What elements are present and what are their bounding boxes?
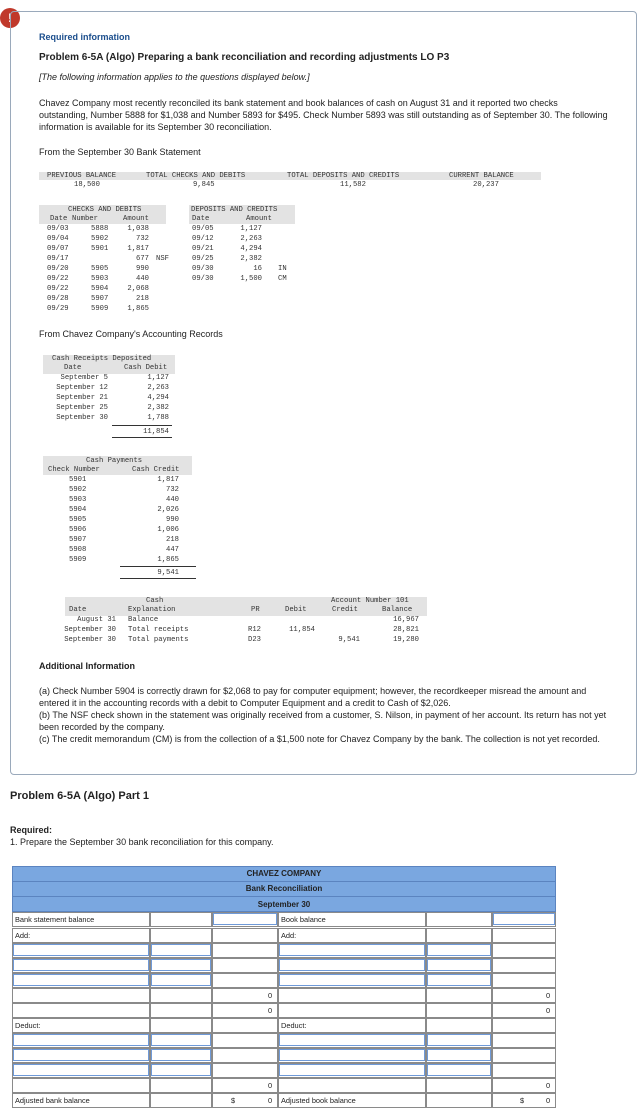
check-row-number: 5903 xyxy=(91,275,109,283)
intro-paragraph: Chavez Company most recently reconciled its bank statement and book balances of cash on August 31 and it reported two checks outstanding, Number 5888 for $1,038 and Number 5893 for $495. Check Number 5893 was still outstanding as of September 30. The following information is available for its September 30 reconciliation. xyxy=(39,98,608,132)
book-subtotal-value: 0 xyxy=(546,1081,551,1090)
bank-item-amount-input[interactable] xyxy=(151,974,211,986)
additional-info-heading: Additional Information xyxy=(39,661,135,671)
payment-row-amount: 440 xyxy=(166,496,179,504)
deposits-col-date: Date xyxy=(192,215,210,223)
check-row-amount: 2,068 xyxy=(127,285,149,293)
left-amount-cell xyxy=(150,1003,212,1018)
book-add-label: Add: xyxy=(281,931,297,940)
ledger-row-explanation: Total receipts xyxy=(128,626,189,634)
required-information-label: Required information xyxy=(39,32,131,42)
header-divider-1 xyxy=(12,881,556,882)
right-label-cell xyxy=(278,1003,426,1018)
check-row-date: 09/03 xyxy=(47,225,69,233)
ledger-row-explanation: Total payments xyxy=(128,636,189,644)
check-row-date: 09/04 xyxy=(47,235,69,243)
receipt-row-date: September 5 xyxy=(60,374,108,382)
deposit-row-amount: 2,263 xyxy=(240,235,262,243)
payment-row-number: 5907 xyxy=(69,536,87,544)
right-total-cell xyxy=(492,1063,556,1078)
bank-item-amount-input[interactable] xyxy=(151,959,211,971)
bank-deduct-label: Deduct: xyxy=(15,1021,41,1030)
problem-title: Problem 6-5A (Algo) Preparing a bank reconciliation and recording adjustments LO P3 xyxy=(39,52,450,63)
left-label-cell xyxy=(12,1078,150,1093)
checks-col-date: Date xyxy=(50,215,68,223)
info-note: [The following information applies to the questions displayed below.] xyxy=(39,72,310,82)
ledger-row-balance: 28,821 xyxy=(393,626,419,634)
bank-subtotal-value: 0 xyxy=(268,1006,273,1015)
check-row-note: NSF xyxy=(156,255,169,263)
receipt-row-date: September 12 xyxy=(56,384,108,392)
receipts-total: 11,854 xyxy=(143,428,169,436)
ledger-row-date: September 30 xyxy=(64,636,116,644)
additional-info-b: (b) The NSF check shown in the statement was originally received from a customer, S. Nilson, in payment of her account. Its return has not yet been recorded by the company. xyxy=(39,710,607,732)
left-label-cell xyxy=(12,1003,150,1018)
payments-title: Cash Payments xyxy=(86,457,143,465)
payment-row-number: 5904 xyxy=(69,506,87,514)
receipt-row-amount: 2,382 xyxy=(147,404,169,412)
left-total-cell xyxy=(212,958,278,973)
left-total-cell xyxy=(212,928,278,943)
book-item-amount-input[interactable] xyxy=(427,1049,491,1061)
deposit-row-amount: 2,382 xyxy=(240,255,262,263)
deposit-row-amount: 1,500 xyxy=(240,275,262,283)
book-item-description-input[interactable] xyxy=(279,944,425,956)
right-amount-cell xyxy=(426,1093,492,1108)
adjusted-bank-dollar: $ xyxy=(231,1096,236,1105)
book-item-description-input[interactable] xyxy=(279,959,425,971)
check-row-date: 09/22 xyxy=(47,285,69,293)
deposit-row-date: 09/05 xyxy=(192,225,214,233)
ledger-title: Cash xyxy=(146,597,164,605)
payment-row-number: 5902 xyxy=(69,486,87,494)
ledger-row-balance: 16,967 xyxy=(393,616,419,624)
right-amount-cell xyxy=(426,1003,492,1018)
right-total-cell xyxy=(492,1018,556,1033)
check-row-date: 09/22 xyxy=(47,275,69,283)
payments-total-rule-bottom xyxy=(120,578,196,579)
right-amount-cell xyxy=(426,1078,492,1093)
part-title: Problem 6-5A (Algo) Part 1 xyxy=(10,790,149,802)
left-total-cell xyxy=(212,1018,278,1033)
right-amount-cell xyxy=(426,1018,492,1033)
receipts-total-rule-bottom xyxy=(112,437,172,438)
summary-total-checks: 9,845 xyxy=(193,181,215,189)
left-amount-cell xyxy=(150,988,212,1003)
required-text: 1. Prepare the September 30 bank reconciliation for this company. xyxy=(10,837,274,847)
ledger-col-balance: Balance xyxy=(382,606,413,614)
deposit-row-note: CM xyxy=(278,275,287,283)
checks-debits-title: CHECKS AND DEBITS xyxy=(68,206,142,214)
check-row-date: 09/28 xyxy=(47,295,69,303)
ledger-row-credit: 9,541 xyxy=(338,636,360,644)
cash-payments-table xyxy=(44,456,204,581)
deposit-row-amount: 16 xyxy=(253,265,262,273)
right-total-cell xyxy=(492,1033,556,1048)
adjusted-book-balance-label: Adjusted book balance xyxy=(281,1096,356,1105)
bank-statement-balance-input[interactable] xyxy=(213,913,277,925)
right-total-cell xyxy=(492,1048,556,1063)
bank-item-description-input[interactable] xyxy=(13,1034,149,1046)
ledger-row-explanation: Balance xyxy=(128,616,159,624)
left-amount-cell xyxy=(150,1078,212,1093)
ledger-col-explanation: Explanation xyxy=(128,606,176,614)
additional-info-a: (a) Check Number 5904 is correctly drawn for $2,068 to pay for computer equipment; however, the recordkeeper misread the amount and entered it in the accounting records with a debit to Computer Equipment and a credit to Cash of $2,026. xyxy=(39,686,587,708)
adjusted-bank-balance-label: Adjusted bank balance xyxy=(15,1096,90,1105)
bank-item-amount-input[interactable] xyxy=(151,1049,211,1061)
payment-row-number: 5905 xyxy=(69,516,87,524)
check-row-number: 5902 xyxy=(91,235,109,243)
left-total-cell xyxy=(212,1033,278,1048)
payment-row-number: 5909 xyxy=(69,556,87,564)
receipt-row-date: September 21 xyxy=(56,394,108,402)
payment-row-number: 5906 xyxy=(69,526,87,534)
bank-item-amount-input[interactable] xyxy=(151,944,211,956)
checks-col-amount: Amount xyxy=(123,215,149,223)
bank-add-label: Add: xyxy=(15,931,31,940)
book-balance-input[interactable] xyxy=(493,913,555,925)
left-total-cell xyxy=(212,1063,278,1078)
company-name: CHAVEZ COMPANY xyxy=(246,869,322,878)
check-row-number: 5888 xyxy=(91,225,109,233)
reconciliation-title: Bank Reconciliation xyxy=(245,884,323,893)
book-item-description-input[interactable] xyxy=(279,974,425,986)
left-amount-cell xyxy=(150,912,212,927)
summary-header-previous: PREVIOUS BALANCE xyxy=(47,172,117,180)
right-total-cell xyxy=(492,928,556,943)
bank-item-description-input[interactable] xyxy=(13,1064,149,1076)
check-row-amount: 1,038 xyxy=(127,225,149,233)
check-row-amount: 732 xyxy=(136,235,149,243)
check-row-number: 5905 xyxy=(91,265,109,273)
payment-row-number: 5903 xyxy=(69,496,87,504)
deposit-row-date: 09/30 xyxy=(192,275,214,283)
left-total-cell xyxy=(212,943,278,958)
bank-item-description-input[interactable] xyxy=(13,959,149,971)
bank-item-description-input[interactable] xyxy=(13,1049,149,1061)
check-row-date: 09/29 xyxy=(47,305,69,313)
deposits-col-amount: Amount xyxy=(246,215,272,223)
payments-total: 9,541 xyxy=(157,569,179,577)
checks-col-number: Number xyxy=(72,215,98,223)
book-item-amount-input[interactable] xyxy=(427,1034,491,1046)
receipts-col-debit: Cash Debit xyxy=(124,364,168,372)
cash-ledger xyxy=(66,597,431,647)
receipt-row-amount: 1,127 xyxy=(147,374,169,382)
payments-col-credit: Cash Credit xyxy=(132,466,180,474)
ledger-col-pr: PR xyxy=(251,606,260,614)
adjusted-book-dollar: $ xyxy=(520,1096,525,1105)
book-item-amount-input[interactable] xyxy=(427,944,491,956)
receipts-total-rule xyxy=(112,425,172,426)
check-row-amount: 218 xyxy=(136,295,149,303)
left-amount-cell xyxy=(150,928,212,943)
required-label: Required: xyxy=(10,825,53,835)
bank-item-amount-input[interactable] xyxy=(151,1034,211,1046)
book-item-description-input[interactable] xyxy=(279,1064,425,1076)
left-label-cell xyxy=(12,928,150,943)
left-label-cell xyxy=(12,988,150,1003)
receipts-col-date: Date xyxy=(64,364,82,372)
deposit-row-date: 09/21 xyxy=(192,245,214,253)
receipts-title: Cash Receipts Deposited xyxy=(52,355,152,363)
book-balance-label: Book balance xyxy=(281,915,326,924)
alert-icon: ! xyxy=(0,8,20,28)
left-total-cell xyxy=(212,973,278,988)
bank-item-description-input[interactable] xyxy=(13,944,149,956)
ledger-row-date: August 31 xyxy=(77,616,116,624)
right-amount-cell xyxy=(426,928,492,943)
summary-header-checks: TOTAL CHECKS AND DEBITS xyxy=(146,172,246,180)
payment-row-amount: 1,817 xyxy=(157,476,179,484)
adjusted-book-balance-value: 0 xyxy=(546,1096,551,1105)
accounting-records-heading: From Chavez Company's Accounting Records xyxy=(39,329,223,339)
right-label-cell xyxy=(278,988,426,1003)
check-row-date: 09/17 xyxy=(47,255,69,263)
bank-item-description-input[interactable] xyxy=(13,974,149,986)
check-row-number: 5909 xyxy=(91,305,109,313)
summary-header-current: CURRENT BALANCE xyxy=(449,172,514,180)
bank-subtotal-value: 0 xyxy=(268,1081,273,1090)
check-row-amount: 677 xyxy=(136,255,149,263)
ledger-row-debit: 11,854 xyxy=(289,626,315,634)
deposit-row-amount: 4,294 xyxy=(240,245,262,253)
payment-row-number: 5908 xyxy=(69,546,87,554)
payment-row-amount: 990 xyxy=(166,516,179,524)
check-row-number: 5901 xyxy=(91,245,109,253)
deposit-row-note: IN xyxy=(278,265,287,273)
header-divider-2 xyxy=(12,896,556,897)
check-row-number: 5904 xyxy=(91,285,109,293)
ledger-row-balance: 19,280 xyxy=(393,636,419,644)
payment-row-amount: 732 xyxy=(166,486,179,494)
check-row-date: 09/20 xyxy=(47,265,69,273)
ledger-col-credit: Credit xyxy=(332,606,358,614)
summary-current-balance: 20,237 xyxy=(473,181,499,189)
check-row-date: 09/07 xyxy=(47,245,69,253)
bank-statement-balance-label: Bank statement balance xyxy=(15,915,95,924)
receipt-row-amount: 4,294 xyxy=(147,394,169,402)
book-deduct-label: Deduct: xyxy=(281,1021,307,1030)
payment-row-amount: 447 xyxy=(166,546,179,554)
ledger-col-debit: Debit xyxy=(285,606,307,614)
check-row-amount: 1,865 xyxy=(127,305,149,313)
deposit-row-date: 09/12 xyxy=(192,235,214,243)
cash-receipts-table xyxy=(44,355,184,440)
left-amount-cell xyxy=(150,1093,212,1108)
bank-summary xyxy=(40,172,540,192)
payments-col-check: Check Number xyxy=(48,466,100,474)
ledger-row-date: September 30 xyxy=(64,626,116,634)
payment-row-amount: 2,026 xyxy=(157,506,179,514)
bank-reconciliation-form xyxy=(12,866,556,1105)
receipt-row-amount: 2,263 xyxy=(147,384,169,392)
right-total-cell xyxy=(492,973,556,988)
deposit-row-date: 09/25 xyxy=(192,255,214,263)
payment-row-amount: 218 xyxy=(166,536,179,544)
deposit-row-date: 09/30 xyxy=(192,265,214,273)
right-total-cell xyxy=(492,958,556,973)
ledger-account-number: Account Number 101 xyxy=(331,597,409,605)
ledger-row-pr: R12 xyxy=(248,626,261,634)
right-label-cell xyxy=(278,928,426,943)
book-item-amount-input[interactable] xyxy=(427,959,491,971)
book-item-description-input[interactable] xyxy=(279,1049,425,1061)
right-amount-cell xyxy=(426,912,492,927)
payments-total-rule xyxy=(120,566,196,567)
bank-item-amount-input[interactable] xyxy=(151,1064,211,1076)
summary-previous-balance: 18,500 xyxy=(74,181,100,189)
bank-statement-heading: From the September 30 Bank Statement xyxy=(39,147,201,157)
left-total-cell xyxy=(212,1048,278,1063)
bank-transactions xyxy=(40,205,310,315)
right-label-cell xyxy=(278,1078,426,1093)
summary-total-deposits: 11,582 xyxy=(340,181,366,189)
payment-row-amount: 1,865 xyxy=(157,556,179,564)
payment-row-number: 5901 xyxy=(69,476,87,484)
receipt-row-amount: 1,788 xyxy=(147,414,169,422)
left-amount-cell xyxy=(150,1018,212,1033)
reconciliation-date: September 30 xyxy=(257,900,311,909)
right-amount-cell xyxy=(426,988,492,1003)
check-row-amount: 440 xyxy=(136,275,149,283)
deposits-credits-title: DEPOSITS AND CREDITS xyxy=(191,206,278,214)
deposit-row-amount: 1,127 xyxy=(240,225,262,233)
payment-row-amount: 1,006 xyxy=(157,526,179,534)
book-item-amount-input[interactable] xyxy=(427,974,491,986)
check-row-amount: 990 xyxy=(136,265,149,273)
receipt-row-date: September 25 xyxy=(56,404,108,412)
ledger-col-date: Date xyxy=(69,606,87,614)
book-subtotal-value: 0 xyxy=(546,1006,551,1015)
book-subtotal-value: 0 xyxy=(546,991,551,1000)
ledger-row-pr: D23 xyxy=(248,636,261,644)
check-row-amount: 1,817 xyxy=(127,245,149,253)
book-item-description-input[interactable] xyxy=(279,1034,425,1046)
receipt-row-date: September 30 xyxy=(56,414,108,422)
check-row-number: 5907 xyxy=(91,295,109,303)
adjusted-bank-balance-value: 0 xyxy=(268,1096,273,1105)
book-item-amount-input[interactable] xyxy=(427,1064,491,1076)
summary-header-deposits: TOTAL DEPOSITS AND CREDITS xyxy=(287,172,400,180)
bank-subtotal-value: 0 xyxy=(268,991,273,1000)
right-total-cell xyxy=(492,943,556,958)
additional-info-c: (c) The credit memorandum (CM) is from the collection of a $1,500 note for Chavez Company by the bank. The collection is not yet recorded. xyxy=(39,734,600,744)
